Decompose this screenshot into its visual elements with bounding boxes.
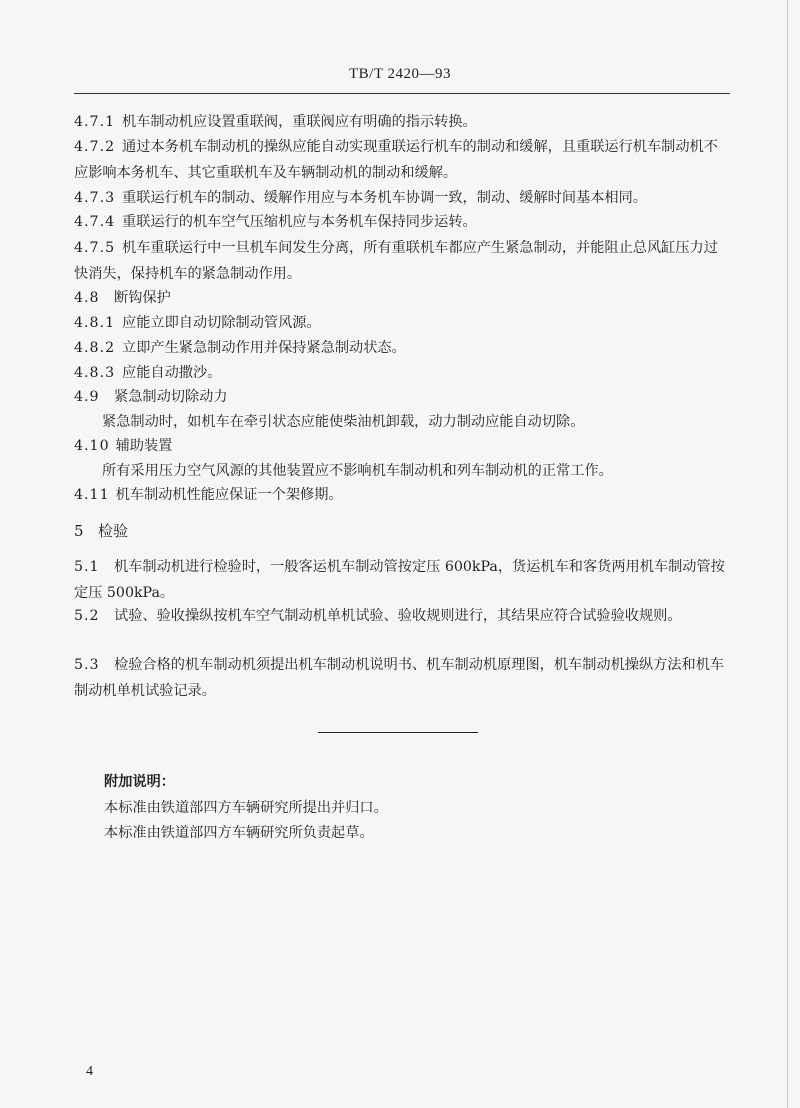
header-rule <box>74 93 730 94</box>
clause-number: 5.2 <box>74 608 100 624</box>
clause-number: 4.8.1 <box>74 315 116 331</box>
clause-number: 4.11 <box>74 487 110 503</box>
clause-text: 机车制动机性能应保证一个架修期。 <box>115 487 343 503</box>
clause-text: 辅助装置 <box>115 438 173 454</box>
clause-text: 通过本务机车制动机的操纵应能自动实现重联运行机车的制动和缓解，且重联运行机车制动机不应影响本务机车、其它重联机车及车辆制动机的制动和缓解。 <box>74 139 718 181</box>
clause-text: 紧急制动时，如机车在牵引状态应能使柴油机卸载，动力制动应能自动切除。 <box>102 414 585 430</box>
clause-text: 重联运行机车的制动、缓解作用应与本务机车协调一致，制动、缓解时间基本相同。 <box>122 190 647 206</box>
clause-number: 4.7.3 <box>74 190 116 206</box>
clause-text: 应能立即自动切除制动管风源。 <box>122 315 321 331</box>
page-number: 4 <box>86 1064 93 1079</box>
appendix-line: 本标准由铁道部四方车辆研究所负责起草。 <box>104 825 374 841</box>
clause <box>74 236 730 287</box>
clause-number: 4.7.1 <box>74 114 116 130</box>
appendix-line: 本标准由铁道部四方车辆研究所提出并归口。 <box>104 800 388 816</box>
clause-text: 断钩保护 <box>114 290 171 306</box>
clause <box>74 483 730 509</box>
clause-number: 4.7.4 <box>74 214 116 230</box>
clause-number: 4.9 <box>74 389 100 405</box>
section-number: 5 <box>74 522 85 540</box>
clause-text: 检验合格的机车制动机须提出机车制动机说明书、机车制动机原理图，机车制动机操纵方法和机车制动机单机试验记录。 <box>74 657 725 699</box>
section-heading <box>74 519 730 545</box>
clause-text: 所有采用压力空气风源的其他装置应不影响机车制动机和列车制动机的正常工作。 <box>102 463 613 479</box>
clause <box>74 555 730 606</box>
clause-number: 4.7.5 <box>74 240 116 256</box>
appendix-title: 附加说明： <box>104 774 175 790</box>
clause-number: 4.10 <box>74 438 110 454</box>
clause <box>74 210 730 236</box>
clause-text: 立即产生紧急制动作用并保持紧急制动状态。 <box>122 340 406 356</box>
clause <box>74 311 730 337</box>
clause-body <box>74 459 730 485</box>
clause-number: 4.8 <box>74 290 100 306</box>
scan-edge-line <box>787 0 788 1108</box>
clause-text: 紧急制动切除动力 <box>114 389 228 405</box>
clause-heading <box>74 385 730 411</box>
clause-heading <box>74 434 730 460</box>
clause-number: 4.8.3 <box>74 365 116 381</box>
clause <box>74 336 730 362</box>
section-title: 检验 <box>98 522 129 540</box>
clause <box>74 135 730 186</box>
clause <box>74 653 730 704</box>
clause-number: 4.8.2 <box>74 340 116 356</box>
clause <box>74 110 730 136</box>
clause-number: 4.7.2 <box>74 139 116 155</box>
clause-text: 机车制动机进行检验时，一般客运机车制动管按定压 600kPa，货运机车和客货两用机车制动管按定压 500kPa。 <box>74 559 725 601</box>
clause-text: 应能自动撒沙。 <box>122 365 222 381</box>
clause-number: 5.3 <box>74 657 100 673</box>
clause <box>74 361 730 387</box>
clause-heading <box>74 286 730 312</box>
doc-header: TB/T 2420—93 <box>349 66 451 82</box>
end-of-text-rule <box>318 732 478 733</box>
clause-text: 试验、验收操纵按机车空气制动机单机试验、验收规则进行，其结果应符合试验验收规则。 <box>114 608 682 624</box>
clause-number: 5.1 <box>74 559 100 575</box>
clause-text: 机车制动机应设置重联阀，重联阀应有明确的指示转换。 <box>122 114 477 130</box>
clause <box>74 604 730 630</box>
clause <box>74 186 730 212</box>
clause-body <box>74 410 730 436</box>
clause-text: 重联运行的机车空气压缩机应与本务机车保持同步运转。 <box>122 214 477 230</box>
clause-text: 机车重联运行中一旦机车间发生分离，所有重联机车都应产生紧急制动，并能阻止总风缸压力过快消失，保持机车的紧急制动作用。 <box>74 240 718 282</box>
